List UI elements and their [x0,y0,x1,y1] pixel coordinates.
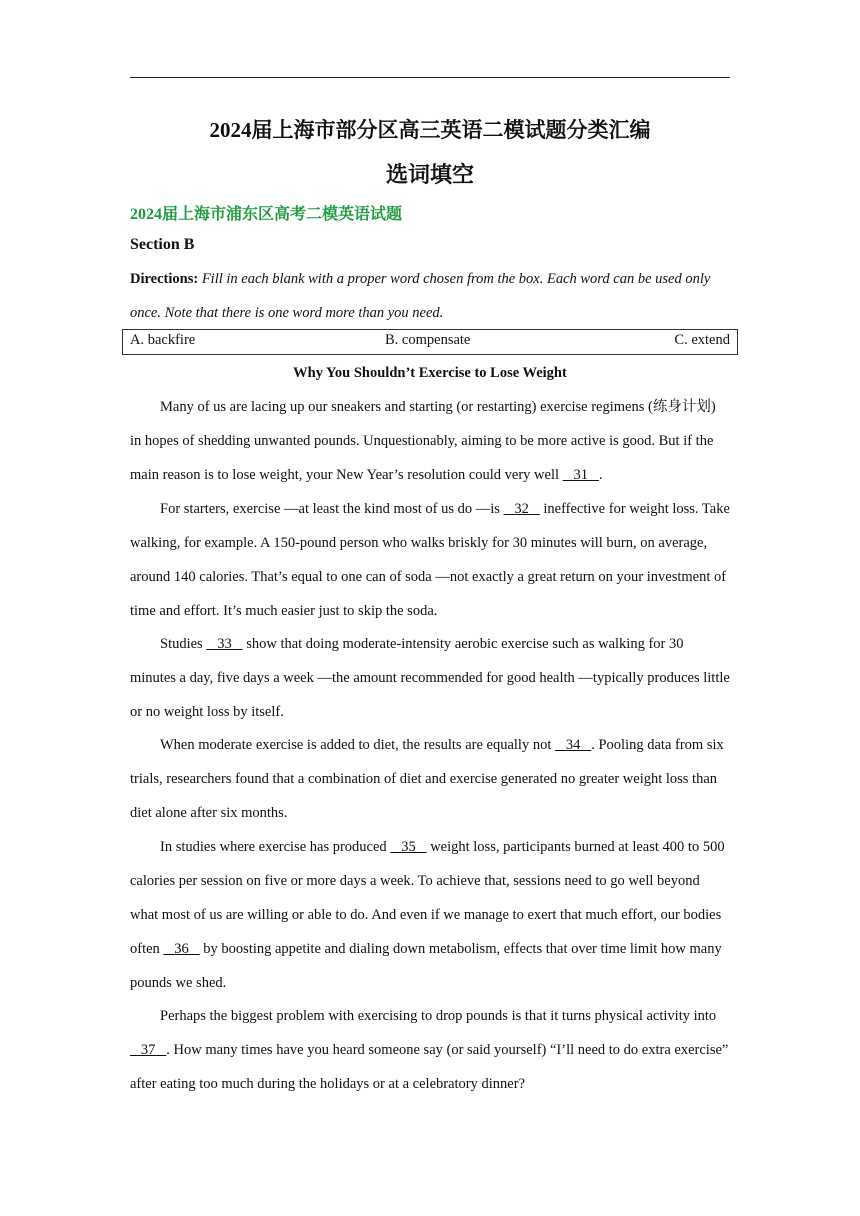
directions-text: Fill in each blank with a proper word chosen from the box. Each word can be used only once. Note that there is one word more than you need. [130,271,711,321]
blank-37: 37 [140,1042,156,1058]
word-option-b: B. compensate [385,332,471,348]
paragraph-6 [130,999,730,1101]
paragraph-1 [130,390,730,492]
paragraph-3 [130,627,730,729]
blank-31: 31 [573,467,589,483]
paragraph-text: . How many times have you heard someone say (or said yourself) “I’ll need to do extra exercise” after eating too much during the holidays or at a celebratory dinner? [130,1042,729,1092]
paragraph-text: For starters, exercise —at least the kind most of us do —is [160,501,504,517]
blank-34: 34 [565,737,581,753]
passage-title: Why You Shouldn’t Exercise to Lose Weight [293,365,567,381]
paragraph-text: show that doing moderate-intensity aerobic exercise such as walking for 30 minutes a day, five days a week —the amount recommended for good health —typically produces little or no weight loss by itself. [130,636,730,720]
exam-source-heading: 2024届上海市浦东区高考二模英语试题 [130,206,403,223]
paragraph-text: Studies [160,636,207,652]
document-title: 2024届上海市部分区高三英语二模试题分类汇编 [209,118,651,142]
word-option-c: C. extend [674,332,730,348]
section-label: Section B [130,236,195,253]
word-box [122,329,738,355]
paragraph-text: . [598,467,603,483]
blank-36: 36 [174,941,189,957]
header-rule [130,77,730,78]
word-option-a: A. backfire [130,332,196,348]
paragraph-text: ineffective for weight loss. Take walking, for example. A 150-pound person who walks briskly for 30 minutes will burn, on average, around 140 calories. That’s equal to one can of soda —not exactly a great return on your investment of time and effort. It’s much easier just to skip the soda. [130,501,730,619]
paragraph-text: Perhaps the biggest problem with exercising to drop pounds is that it turns physical activity into [160,1008,717,1024]
paragraph-text: . Pooling data from six trials, researchers found that a combination of diet and exercise generated no greater weight loss than diet alone after six months. [130,737,724,821]
paragraph-5 [130,830,730,1000]
document-subtitle: 选词填空 [385,162,474,187]
paragraph-2 [130,492,730,628]
paragraph-4 [130,728,730,830]
blank-33: 33 [217,636,232,652]
directions-label: Directions: [130,271,199,287]
paragraph-text: When moderate exercise is added to diet, the results are equally not [160,737,555,753]
blank-35: 35 [401,839,416,855]
paragraph-text: by boosting appetite and dialing down metabolism, effects that over time limit how many pounds we shed. [130,941,722,991]
paragraph-text: weight loss, participants burned at least 400 to 500 calories per session on five or more days a week. To achieve that, sessions need to go well beyond what most of us are willing or able to do. And even if we manage to exert that much effort, our bodies often [130,839,725,957]
directions [130,262,730,330]
blank-32: 32 [514,501,529,517]
paragraph-text: In studies where exercise has produced [160,839,391,855]
paragraph-text: Many of us are lacing up our sneakers and starting (or restarting) exercise regimens (练身计划) in hopes of shedding unwanted pounds. Unquestionably, aiming to be more active is good. But if the main reason is to lose weight, your New Year’s resolution could very well [130,399,716,483]
